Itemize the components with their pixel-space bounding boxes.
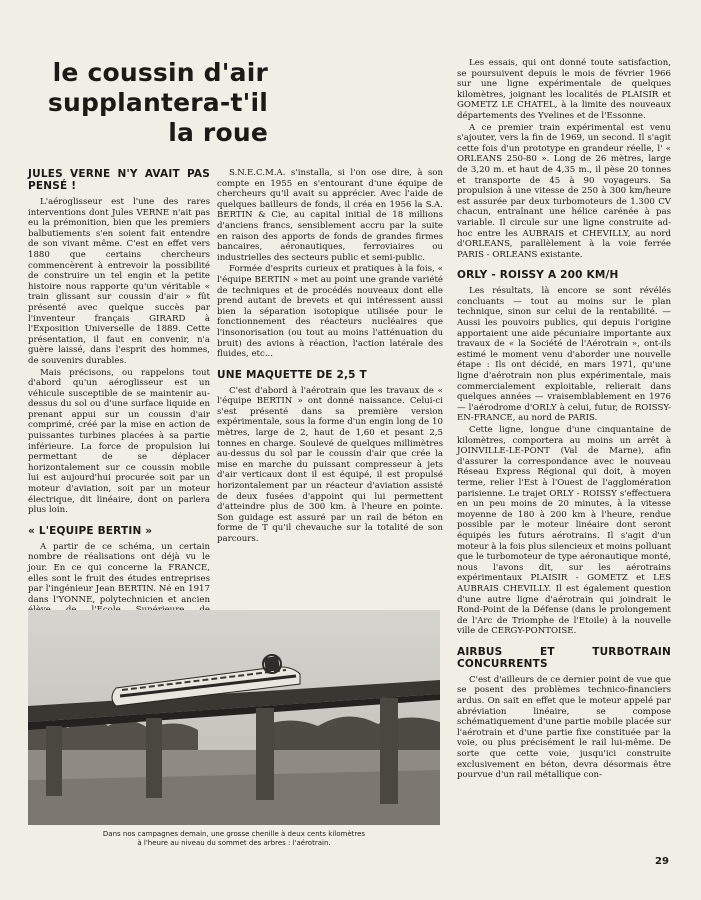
paragraph: Les résultats, là encore se sont révélés concluants — tout au moins sur le plan technique, sinon sur celui de la rentabilité. — Aussi les pouvoirs publics, qui depuis l'origine apportaient une aide pécuniaire importante aux travaux de « la Société de l'Aérotrain », ont-ils estimé le moment venu d'aborder une nouvelle étape : Ils ont décidé, en mars 1971, qu'une ligne d'aérotrain non plus expérimentale, mais commercialement exploitable, relierait dans quelques années — vraisemblablement en 1976 — l'aérodrome d'ORLY à celui, futur, de ROISSY-EN-FRANCE, au nord de PARIS. [457,286,671,424]
section-heading: AIRBUS ET TURBOTRAIN CONCURRENTS [457,645,671,670]
paragraph: Cette ligne, longue d'une cinquantaine de kilomètres, comportera au moins un arrêt à JOINVILLE-LE-PONT (Val de Marne), afin d'assurer la correspondance avec le nouveau Réseau Express Régional qui doit, à moyen terme, relier l'Est à l'Ouest de l'agglomération parisienne. Le trajet ORLY - ROISSY s'effectuera en un peu moins de 20 minutes, à la vitesse moyenne de 180 à 200 km à l'heure, rendue possible par le moteur linéaire dont seront équipés les futurs aérotrains. Il s'agit d'un moteur à la fois plus silencieux et moins polluant que le turbomoteur de type aéronautique monté, nous l'avons dit, sur les aérotrains expérimentaux PLAISIR - GOMETZ et LES AUBRAIS CHEVILLY. Il est également question d'une autre ligne d'aérotrain qui joindrait le Rond-Point de la Défense (dans le prolongement de l'Arc de Triomphe de l'Etoile) à la nouvelle ville de CERGY-PONTOISE. [457,425,671,637]
article-title [28,58,268,148]
caption-line: à l'heure au niveau du sommet des arbres : l'aérotrain. [137,839,331,847]
section-heading: UNE MAQUETTE DE 2,5 T [217,368,367,381]
section-heading: « L'EQUIPE BERTIN » [28,524,153,537]
title-line: le coussin d'air [52,58,268,87]
caption-line: Dans nos campagnes demain, une grosse chenille à deux cents kilomètres [102,830,366,838]
page-number: 29 [655,856,669,867]
paragraph: Mais précisons, ou rappelons tout d'abord qu'un aéroglisseur est un véhicule susceptible de se maintenir au-dessus du sol ou d'une surface liquide en prenant appui sur un coussin d'air comprimé, créé par la mise en action de puissantes turbines placées à sa partie inférieure. La force de propulsion lui permettant de se déplacer horizontalement sur ce coussin mobile lui est aujourd'hui procurée soit par un moteur d'aviation, soit par un moteur électrique, dit linéaire, dont on parlera plus loin. [28,367,210,516]
column-1 [28,168,210,637]
paragraph: S.N.E.C.M.A. s'installa, si l'on ose dire, à son compte en 1955 en s'entourant d'une équipe de chercheurs qu'il avait su apprécier. Avec l'aide de quelques bailleurs de fonds, il créa en 1956 la S.A. BERTIN & Cie, au capital initial de 18 millions d'anciens francs, sensiblement accru par la suite en raison des apports de fonds de grandes firmes bancaires, aéronautiques, ferroviaires ou industrielles des secteurs public et semi-public. [217,168,443,263]
paragraph: C'est d'ailleurs de ce dernier point de vue que se posent des problèmes technico-financiers ardus. On sait en effet que le moteur appelé par abréviation linéaire, se compose schématiquement d'une partie mobile placée sur l'aérotrain et d'une partie fixe constituée par la voie, ou plus précisément le rail lui-même. De sorte que cette voie, jusqu'ici construite exclusivement en béton, devra désormais être pourvue d'un rail métallique con- [457,674,671,781]
aerotrain-photo [28,610,440,825]
paragraph: A ce premier train expérimental est venu s'ajouter, vers la fin de 1969, un second. Il s'agit cette fois d'un prototype en grandeur réelle, l' « ORLEANS 250-80 ». Long de 26 mètres, large de 3,20 m. et haut de 4,35 m., il pèse 20 tonnes et transporte de 45 à 90 voyageurs. Sa propulsion à une vitesse de 250 à 300 km/heure est assurée par deux turbomoteurs de 1.300 CV chacun, entraînant une hélice carénée à pas variable. Il circule sur une ligne construite ad-hoc entre les AUBRAIS et CHEVILLY, au nord d'ORLEANS, parallèlement à la voie ferrée PARIS - ORLEANS existante. [457,122,671,260]
paragraph: Les essais, qui ont donné toute satisfaction, se poursuivent depuis le mois de février 1966 sur une ligne expérimentale de quelques kilomètres, joignant les localités de PLAISIR et GOMETZ LE CHATEL, à la limite des nouveaux départements des Yvelines et de l'Essonne. [457,58,671,121]
section-heading: ORLY - ROISSY A 200 KM/H [457,269,619,282]
photo-caption [28,830,440,848]
title-line: la roue [168,118,268,147]
paragraph: A partir de ce schéma, un certain nombre de réalisations ont déjà vu le jour. En ce qui concerne la FRANCE, elles sont le fruit des études entreprises par l'ingénieur Jean BERTIN. Né en 1917 dans l'YONNE, polytechnicien et ancien [28,541,210,605]
paragraph: Formée d'esprits curieux et pratiques à la fois, « l'équipe BERTIN » met au point une grande variété de techniques et de procédés nouveaux dont elle prend autant de brevets et qui intéressent aussi bien la séparation isotopique utilisée pour le fonctionnement des réacteurs nucléaires que l'insonorisation (ou tout au moins l'atténuation du bruit) des avions à réaction, l'action latérale des fluides, etc... [217,264,443,360]
paragraph: L'aéroglisseur est l'une des rares interventions dont Jules VERNE n'ait pas eu la prémonition, bien que les premiers balbutiements s'en soient fait entendre de son vivant même. C'est en effet vers 1880 que certains chercheurs commencèrent à entrevoir la possibilité de construire un tel engin et la petite histoire nous rapporte qu'un véritable « train glissant sur coussin d'air » fût présenté avec quelque succès par l'inventeur français GIRARD à l'Exposition Universelle de 1889. Cette présentation, il faut en convenir, n'a guère laissé, dans l'esprit des hommes, de souvenirs durables. [28,197,210,366]
column-3 [457,58,671,781]
section-heading: JULES VERNE N'Y AVAIT PAS PENSÉ ! [28,168,210,192]
aerotrain-illustration [28,610,440,825]
paragraph: C'est d'abord à l'aérotrain que les travaux de « l'équipe BERTIN » ont donné naissance. Celui-ci s'est présenté dans sa première version expérimentale, sous la forme d'un engin long de 10 mètres, large de 2, haut de 1,60 et pesant 2,5 tonnes en charge. Soulevé de quelques millimètres au-dessus du sol par le coussin d'air que crée la mise en marche du puissant compresseur à jets d'air verticaux dont il est équipé, il est propulsé horizontalement par un réacteur d'aviation assisté de deux fusées d'appoint qui lui permettent d'atteindre plus de 300 km. à l'heure en pointe. Son guidage est assuré par un rail de béton en forme de T qu'il chevauche sur la totalité de son parcours. [217,385,443,544]
title-line: supplantera-t'il [47,88,268,117]
column-2 [217,168,443,545]
